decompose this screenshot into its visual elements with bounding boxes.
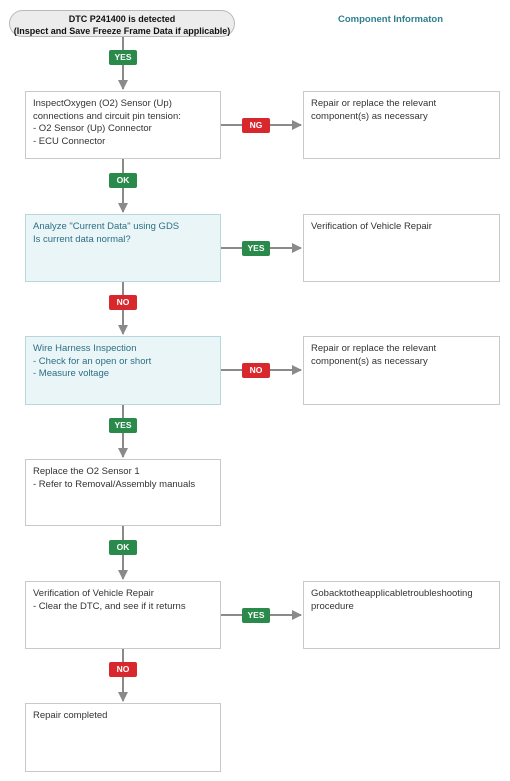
start-line1: DTC P241400 is detected bbox=[68, 14, 176, 24]
start-line2: (Inspect and Save Freeze Frame Data if applicable) bbox=[13, 26, 231, 36]
badge-yes-step2: YES bbox=[242, 241, 270, 256]
badge-ok-step4: OK bbox=[109, 540, 137, 555]
side-repair-replace-2: Repair or replace the relevant component(s) as necessary bbox=[303, 336, 500, 405]
badge-no-step2: NO bbox=[109, 295, 137, 310]
badge-ng-step1: NG bbox=[242, 118, 270, 133]
side-repair-replace-1: Repair or replace the relevant component(s) as necessary bbox=[303, 91, 500, 159]
step-inspect-o2-connections: InspectOxygen (O2) Sensor (Up) connections and circuit pin tension: - O2 Sensor (Up) Connector - ECU Connector bbox=[25, 91, 221, 159]
side-verification-repair: Verification of Vehicle Repair bbox=[303, 214, 500, 282]
start-terminal bbox=[9, 10, 235, 37]
badge-yes-start: YES bbox=[109, 50, 137, 65]
side-go-back-troubleshooting: Gobacktotheapplicabletroubleshooting procedure bbox=[303, 581, 500, 649]
step-repair-completed: Repair completed bbox=[25, 703, 221, 772]
badge-ok-step1: OK bbox=[109, 173, 137, 188]
badge-no-step5: NO bbox=[109, 662, 137, 677]
step-wire-harness-inspection: Wire Harness Inspection - Check for an open or short - Measure voltage bbox=[25, 336, 221, 405]
step-verification-repair: Verification of Vehicle Repair - Clear the DTC, and see if it returns bbox=[25, 581, 221, 649]
badge-no-step3: NO bbox=[242, 363, 270, 378]
badge-yes-step5: YES bbox=[242, 608, 270, 623]
step-replace-o2-sensor: Replace the O2 Sensor 1 - Refer to Removal/Assembly manuals bbox=[25, 459, 221, 526]
badge-yes-step3: YES bbox=[109, 418, 137, 433]
component-info-header: Component Informaton bbox=[338, 14, 444, 25]
step-analyze-current-data: Analyze "Current Data" using GDS Is current data normal? bbox=[25, 214, 221, 282]
